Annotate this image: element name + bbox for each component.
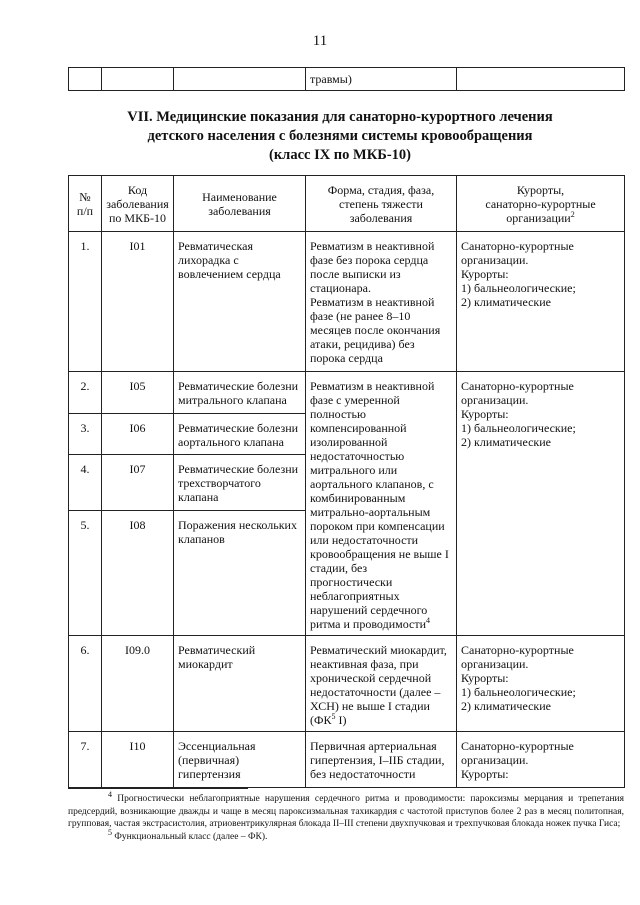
row-name: Ревматические болезни митрального клапана xyxy=(174,372,306,414)
table-cell xyxy=(457,68,625,91)
row-code: I01 xyxy=(102,232,174,372)
row-form: Ревматизм в неактивной фазе без порока сердца после выписки из стационара. Ревматизм в неактивной фазе (не ранее 8–10 месяцев после окончания атаки, рецидива) без порока сердца xyxy=(306,232,457,372)
table-row xyxy=(69,732,625,788)
row-resorts: Санаторно-курортные организации. Курорты: 1) бальнеологические; 2) климатические xyxy=(457,232,625,372)
row-form: Ревматический миокардит, неактивная фаза, при хронической сердечной недостаточности (далее – ХСН) не выше I стадии ($ФК^5$ I) xyxy=(306,636,457,732)
header-form: Форма, стадия, фаза, степень тяжести заболевания xyxy=(306,176,457,232)
row-num: 6. xyxy=(69,636,102,732)
footnote-mark: 5 xyxy=(108,827,112,837)
row-num: 3. xyxy=(69,413,102,455)
row-form-group: Ревматизм в неактивной фазе с умеренной полностью компенсированной изолированной недостаточностью митрального или аортального клапанов, с комбинированным митрально-аортальным пороком при компенсации или недостаточности кровообращения не выше I стадии, без прогностически неблагоприятных нарушений сердечного ритма и проводимости$^4$ xyxy=(306,372,457,636)
row-code: I05 xyxy=(102,372,174,414)
footnote-ref: 4 xyxy=(426,616,430,625)
row-code: I09.0 xyxy=(102,636,174,732)
row-resorts: Санаторно-курортные организации. Курорты: 1) бальнеологические; 2) климатические xyxy=(457,636,625,732)
row-num: 5. xyxy=(69,511,102,636)
row-num: 4. xyxy=(69,455,102,511)
table-header-row xyxy=(69,176,625,232)
footnote-text: Функциональный класс (далее – ФК). xyxy=(112,831,268,842)
footnote-ref: 2 xyxy=(570,209,575,219)
table-cell xyxy=(69,68,102,91)
footnote-5 xyxy=(68,827,624,844)
row-name: Эссенциальная (первичная) гипертензия xyxy=(174,732,306,788)
row-code: I10 xyxy=(102,732,174,788)
table-cell xyxy=(174,68,306,91)
indications-table xyxy=(68,175,625,788)
continuation-table xyxy=(68,67,625,91)
section-title-line: (класс IX по МКБ-10) xyxy=(269,147,411,163)
row-name: Ревматические болезни аортального клапана xyxy=(174,413,306,455)
row-name: Ревматическая лихорадка с вовлечением сердца xyxy=(174,232,306,372)
row-form-end: I) xyxy=(335,713,347,727)
table-cell: травмы) xyxy=(306,68,457,91)
footnote-text: Прогностически неблагоприятные нарушения сердечного ритма и проводимости: пароксизмы мерцания и трепетания предсердий, возникающие дважды и чаще в месяц пароксизмальная тахикардия с частотой приступов более 2 раз в месяц политопная, групповая, частая экстрасистолия, атриовентрикулярная блокада II–III степени двухпучковая и трехпучковая блокада ножек пучка Гиса; xyxy=(68,794,624,829)
row-resorts-group: Санаторно-курортные организации. Курорты: 1) бальнеологические; 2) климатические xyxy=(457,372,625,636)
header-name: Наименование заболевания xyxy=(174,176,306,232)
row-num: 7. xyxy=(69,732,102,788)
footnote-ref: 5 xyxy=(331,712,336,721)
continuation-row xyxy=(69,68,625,91)
section-title xyxy=(80,108,600,165)
footnote-mark: 4 xyxy=(108,789,112,799)
footnote-4 xyxy=(68,789,624,831)
footnote-divider xyxy=(68,788,248,789)
section-title-line: VII. Медицинские показания для санаторно-курортного лечения xyxy=(127,109,553,125)
row-name: Ревматический миокардит xyxy=(174,636,306,732)
row-resorts: Санаторно-курортные организации. Курорты: xyxy=(457,732,625,788)
header-resorts: Курорты, санаторно-курортные организации$^2$ xyxy=(457,176,625,232)
row-form: Первичная артериальная гипертензия, I–IIБ стадии, без недостаточности xyxy=(306,732,457,788)
table-cell xyxy=(102,68,174,91)
header-num: № п/п xyxy=(69,176,102,232)
row-num: 2. xyxy=(69,372,102,414)
section-title-line: детского населения с болезнями системы кровообращения xyxy=(147,128,533,144)
table-row xyxy=(69,636,625,732)
row-num: 1. xyxy=(69,232,102,372)
row-name: Ревматические болезни трехстворчатого клапана xyxy=(174,455,306,511)
page-number: 11 xyxy=(312,33,328,49)
row-code: I06 xyxy=(102,413,174,455)
footnotes xyxy=(68,789,624,843)
row-code: I07 xyxy=(102,455,174,511)
row-name: Поражения нескольких клапанов xyxy=(174,511,306,636)
row-code: I08 xyxy=(102,511,174,636)
header-code: Код заболевания по МКБ-10 xyxy=(102,176,174,232)
table-row xyxy=(69,232,625,372)
table-row xyxy=(69,372,625,414)
